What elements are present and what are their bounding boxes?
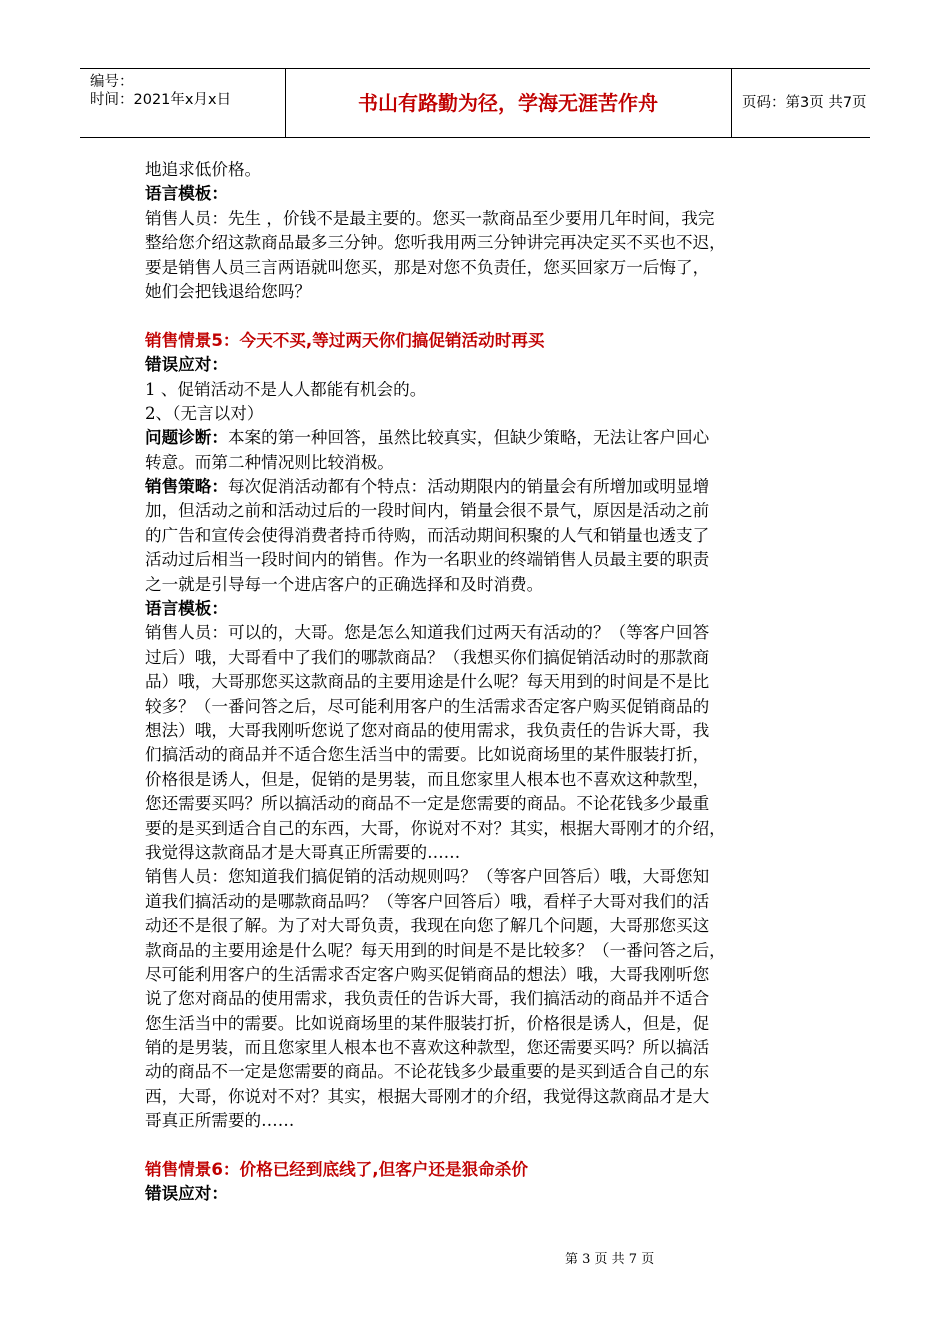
paragraph-line: [145, 475, 815, 499]
scenario-6-heading: 销售情景6：价格已经到底线了,但客户还是狠命杀价: [145, 1160, 528, 1180]
paragraph-line: 品）哦，大哥那您买这款商品的主要用途是什么呢？每天用到的时间是不是比: [145, 672, 710, 692]
section-label: 语言模板：: [145, 184, 228, 204]
paragraph-line: 我觉得这款商品才是大哥真正所需要的……: [145, 842, 461, 862]
paragraph-line: 过后）哦，大哥看中了我们的哪款商品？（我想买你们搞促销活动时的那款商: [145, 647, 710, 667]
paragraph-line: 说了您对商品的使用需求，我负责任的告诉大哥，我们搞活动的商品并不适合: [145, 989, 710, 1009]
inline-label: 问题诊断：: [145, 428, 228, 448]
page-header: [80, 68, 870, 138]
section-label: 语言模板：: [145, 599, 228, 619]
number-label: 编号：: [90, 74, 134, 90]
paragraph-line: 活动过后相当一段时间内的销售。作为一名职业的终端销售人员最主要的职责: [145, 550, 710, 570]
paragraph-line: 销售人员：可以的，大哥。您是怎么知道我们过两天有活动的？（等客户回答: [145, 623, 710, 643]
paragraph-line: 动还不是很了解。为了对大哥负责，我现在向您了解几个问题，大哥那您买这: [145, 916, 710, 936]
paragraph-line: 转意。而第二种情况则比较消极。: [145, 452, 394, 472]
header-motto-cell: [285, 69, 732, 137]
time-label: 时间：2021年x月x日: [90, 92, 232, 108]
paragraph-line: 的广告和宣传会使得消费者持币待购，而活动期间积聚的人气和销量也透支了: [145, 525, 710, 545]
paragraph-line: 西，大哥，你说对不对？其实，根据大哥刚才的介绍，我觉得这款商品才是大: [145, 1086, 710, 1106]
page-footer: 第 3 页 共 7 页: [565, 1252, 655, 1267]
section-label: 错误应对：: [145, 1184, 228, 1204]
inline-text: 每次促消活动都有个特点：活动期限内的销量会有所增加或明显增: [227, 477, 710, 497]
inline-text: 本案的第一种回答，虽然比较真实，但缺少策略，无法让客户回心: [227, 428, 710, 448]
paragraph-line: 销的是男装，而且您家里人根本也不喜欢这种款型，您还需要买吗？所以搞活: [145, 1038, 710, 1058]
paragraph-line: 尽可能利用客户的生活需求否定客户购买促销商品的想法）哦，大哥我刚听您: [145, 964, 710, 984]
header-page-cell: [732, 69, 870, 137]
paragraph-line: 销售人员：先生 ，价钱不是最主要的。您买一款商品至少要用几年时间，我完: [145, 208, 715, 228]
paragraph-line: 之一就是引导每一个进店客户的正确选择和及时消费。: [145, 574, 544, 594]
spacer: [145, 1134, 815, 1158]
paragraph-line: 要是销售人员三言两语就叫您买，那是对您不负责任，您买回家万一后悔了，: [145, 257, 710, 277]
paragraph-line: 地追求低价格。: [145, 160, 262, 179]
document-body: [145, 158, 815, 1207]
section-label: 错误应对：: [145, 355, 228, 375]
paragraph-line: 销售人员：您知道我们搞促销的活动规则吗？（等客户回答后）哦，大哥您知: [145, 867, 710, 887]
paragraph-line: 价格很是诱人，但是，促销的是男装，而且您家里人根本也不喜欢这种款型，: [145, 769, 710, 789]
spacer: [145, 304, 815, 328]
paragraph-line: 2、（无言以对）: [145, 403, 264, 423]
scenario-5-heading: 销售情景5：今天不买,等过两天你们搞促销活动时再买: [145, 330, 545, 350]
paragraph-line: 道我们搞活动的是哪款商品吗？（等客户回答后）哦，看样子大哥对我们的活: [145, 891, 710, 911]
paragraph-line: 想法）哦，大哥我刚听您说了您对商品的使用需求，我负责任的告诉大哥，我: [145, 720, 710, 740]
paragraph-line: [145, 426, 815, 450]
paragraph-line: 您生活当中的需要。比如说商场里的某件服装打折，价格很是诱人，但是，促: [145, 1013, 710, 1033]
header-info-cell: [80, 69, 286, 137]
inline-label: 销售策略：: [145, 477, 228, 497]
paragraph-line: 们搞活动的商品并不适合您生活当中的需要。比如说商场里的某件服装打折，: [145, 745, 710, 765]
page-number-label: 页码：第3页 共7页: [742, 95, 867, 111]
paragraph-line: 整给您介绍这款商品最多三分钟。您听我用两三分钟讲完再决定买不买也不迟，: [145, 233, 726, 253]
paragraph-line: 1 、促销活动不是人人都能有机会的。: [145, 379, 427, 399]
paragraph-line: 她们会把钱退给您吗？: [145, 281, 311, 301]
paragraph-line: 款商品的主要用途是什么呢？每天用到的时间是不是比较多？（一番问答之后，: [145, 940, 726, 960]
paragraph-line: 加，但活动之前和活动过后的一段时间内，销量会很不景气，原因是活动之前: [145, 501, 710, 521]
paragraph-line: 哥真正所需要的……: [145, 1111, 295, 1131]
paragraph-line: 您还需要买吗？所以搞活动的商品不一定是您需要的商品。不论花钱多少最重: [145, 794, 710, 814]
paragraph-line: 动的商品不一定是您需要的商品。不论花钱多少最重要的是买到适合自己的东: [145, 1062, 710, 1082]
paragraph-line: 较多？（一番问答之后，尽可能利用客户的生活需求否定客户购买促销商品的: [145, 696, 710, 716]
header-motto: 书山有路勤为径，学海无涯苦作舟: [358, 91, 658, 115]
paragraph-line: 要的是买到适合自己的东西，大哥，你说对不对？其实，根据大哥刚才的介绍，: [145, 818, 726, 838]
